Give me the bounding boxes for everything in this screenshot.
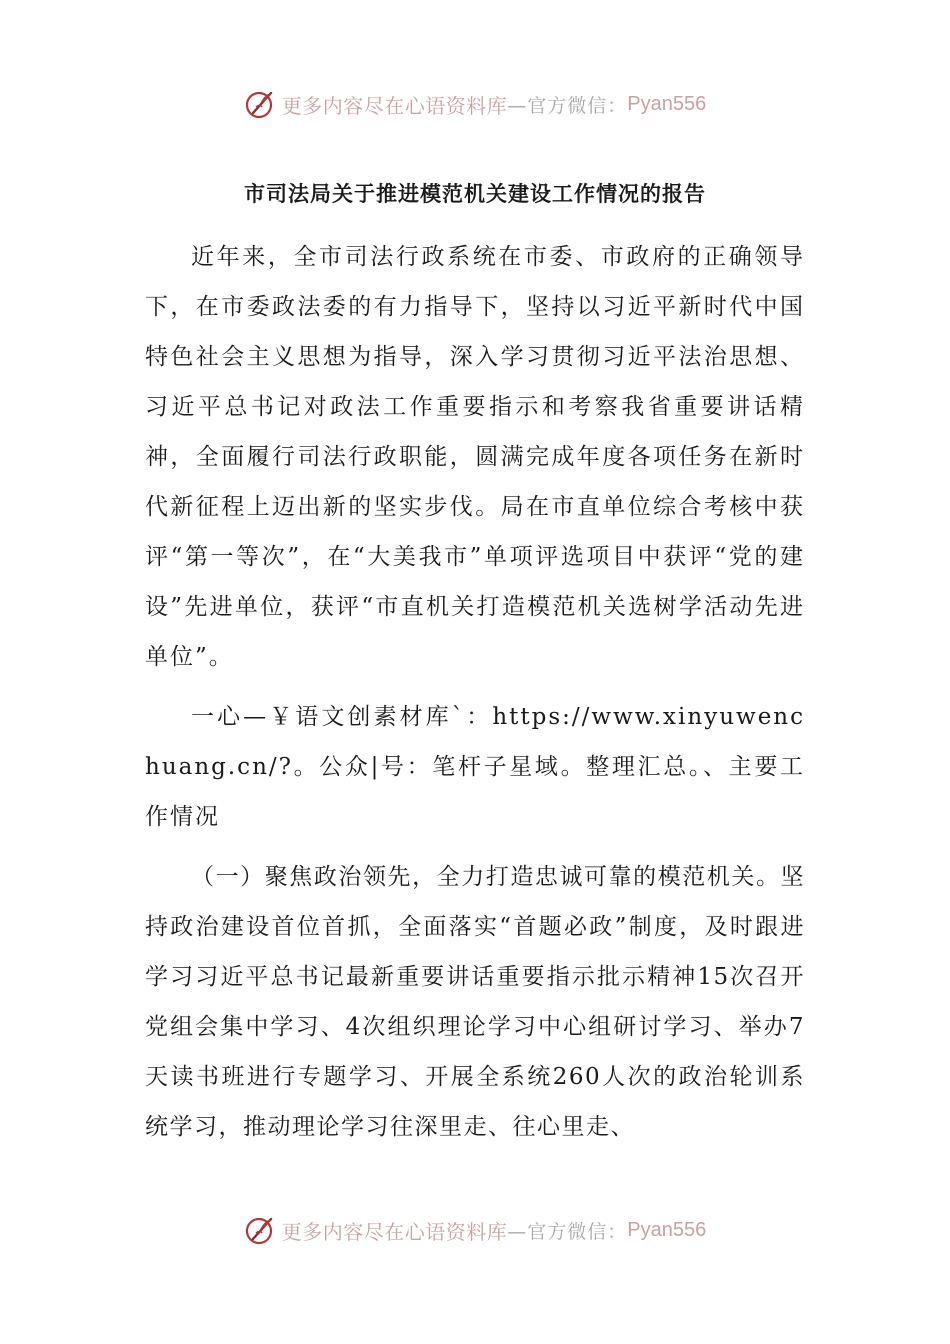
document-title: 市司法局关于推进模范机关建设工作情况的报告 bbox=[244, 182, 706, 206]
banner-sub-text: —官方微信： bbox=[507, 94, 628, 117]
document-body bbox=[145, 232, 805, 1152]
banner-main-text: 更多内容尽在心语资料库 bbox=[281, 93, 508, 118]
paragraph-intro: 近年来，全市司法行政系统在市委、市政府的正确领导下，在市委政法委的有力指导下，坚持以习近平新时代中国特色社会主义思想为指导，深入学习贯彻习近平法治思想、习近平总书记对政法工作重要指示和考察我省重要讲话精神，全面履行司法行政职能，圆满完成年度各项任务在新时代新征程上迈出新的坚实步伐。局在市直单位综合考核中获评“第一等次”，在“大美我市”单项评选项目中获评“党的建设”先进单位，获评“市直机关打造模范机关选树学活动先进单位”。 bbox=[145, 244, 805, 670]
banner-sub-text: —官方微信： bbox=[507, 1220, 628, 1243]
banner-wechat-id: Pyan556 bbox=[627, 92, 707, 115]
banner-wechat-id: Pyan556 bbox=[627, 1218, 707, 1241]
paragraph-section-one: （一）聚焦政治领先，全力打造忠诚可靠的模范机关。坚持政治建设首位首抓，全面落实“首题必政”制度，及时跟进学习习近平总书记最新重要讲话重要指示批示精神15次召开党组会集中学习、4次组织理论学习中心组研讨学习、举办7天读书班进行专题学习、开展全系统260人次的政治轮训系统学习，推动理论学习往深里走、往心里走、 bbox=[145, 864, 805, 1140]
header-banner bbox=[0, 84, 950, 124]
quill-pen-logo-icon bbox=[244, 87, 278, 121]
footer-banner bbox=[0, 1210, 950, 1250]
banner-main-text: 更多内容尽在心语资料库 bbox=[281, 1219, 508, 1244]
paragraph-source-note: 一心—￥语文创素材库`：https://www.xinyuwenchuang.cn/?。公众|号：笔杆子星域。整理汇总。、主要工作情况 bbox=[145, 704, 805, 830]
quill-pen-logo-icon bbox=[244, 1213, 278, 1247]
